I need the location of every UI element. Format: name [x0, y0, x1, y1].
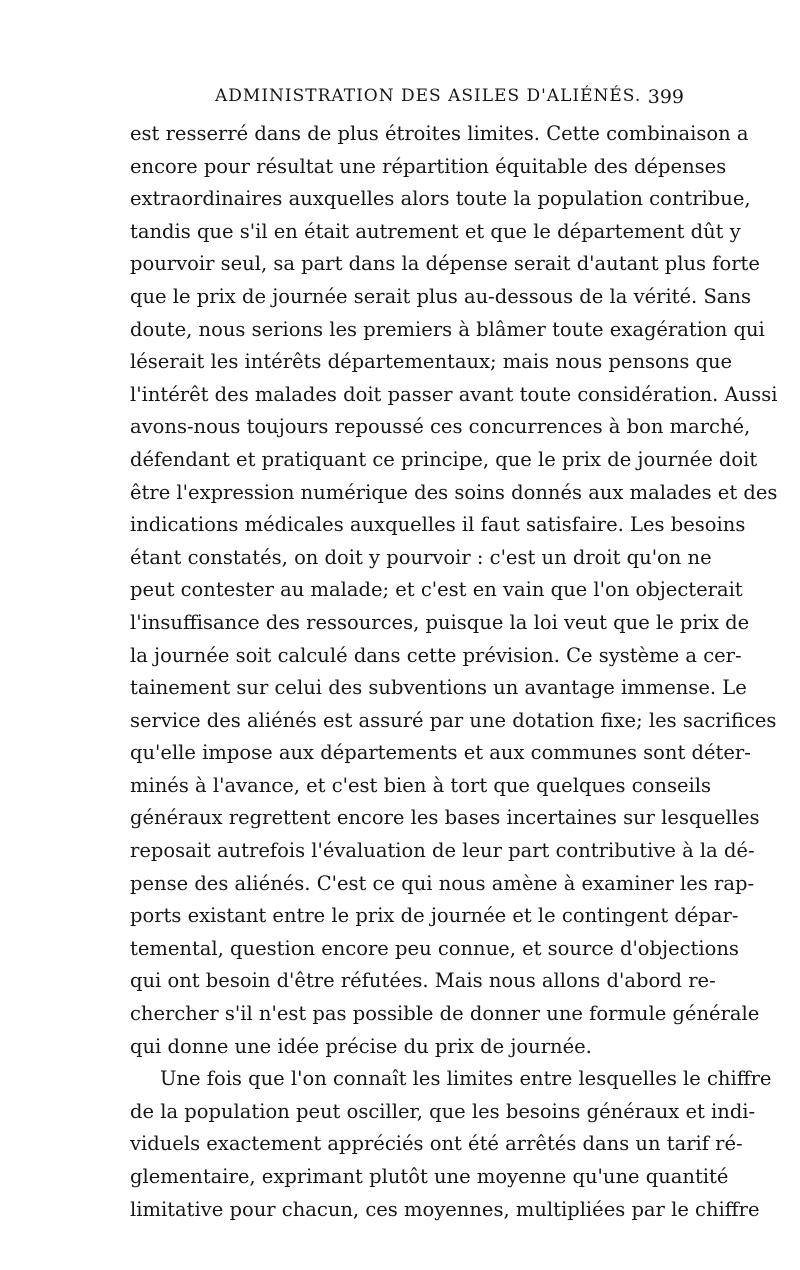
- running-head: [130, 86, 686, 116]
- text-line: peut contester au malade; et c'est en vain que l'on objecterait: [130, 578, 743, 602]
- text-line: tandis que s'il en était autrement et que le département dût y: [130, 219, 741, 243]
- text-line: encore pour résultat une répartition équitable des dépenses: [130, 154, 727, 178]
- text-line: glementaire, exprimant plutôt une moyenne qu'une quantité: [130, 1165, 729, 1188]
- text-line: généraux regrettent encore les bases incertaines sur lesquelles: [130, 806, 760, 830]
- text-line: est resserré dans de plus étroites limites. Cette combinaison a: [130, 122, 749, 145]
- text-line: que le prix de journée serait plus au-dessous de la vérité. Sans: [130, 284, 752, 308]
- text-line: l'insuffisance des ressources, puisque la loi veut que le prix de: [130, 610, 750, 634]
- text-line: extraordinaires auxquelles alors toute la population contribue,: [130, 187, 751, 211]
- text-line: avons-nous toujours repoussé ces concurrences à bon marché,: [130, 415, 751, 439]
- text-line: limitative pour chacun, ces moyennes, multipliées par le chiffre: [130, 1197, 760, 1221]
- text-line: viduels exactement appréciés ont été arrêtés dans un tarif ré-: [130, 1132, 743, 1156]
- text-line: qui donne une idée précise du prix de journée.: [130, 1034, 592, 1058]
- text-line: qui ont besoin d'être réfutées. Mais nous allons d'abord re-: [130, 969, 716, 993]
- text-line: service des aliénés est assuré par une dotation fixe; les sacrifices: [130, 708, 777, 732]
- body-text: [130, 118, 778, 1226]
- paragraph-1: [130, 118, 778, 1063]
- running-title: ADMINISTRATION DES ASILES D'ALIÉNÉS.: [215, 86, 642, 106]
- text-line: ports existant entre le prix de journée et le contingent dépar-: [130, 904, 739, 928]
- text-line: temental, question encore peu connue, et source d'objections: [130, 936, 739, 960]
- text-line: être l'expression numérique des soins donnés aux malades et des: [130, 480, 778, 504]
- text-line: léserait les intérêts départementaux; mais nous pensons que: [130, 350, 733, 374]
- text-line: tainement sur celui des subventions un avantage immense. Le: [130, 676, 747, 700]
- text-line: de la population peut osciller, que les besoins généraux et indi-: [130, 1099, 756, 1123]
- text-line: reposait autrefois l'évaluation de leur part contributive à la dé-: [130, 839, 755, 863]
- text-line: Une fois que l'on connaît les limites entre lesquelles le chiffre: [160, 1067, 772, 1091]
- text-line: qu'elle impose aux départements et aux communes sont déter-: [130, 741, 751, 765]
- text-line: pense des aliénés. C'est ce qui nous amène à examiner les rap-: [130, 871, 755, 895]
- text-line: la journée soit calculé dans cette prévision. Ce système a cer-: [130, 643, 742, 667]
- page-number: 399: [647, 86, 684, 108]
- text-line: chercher s'il n'est pas possible de donner une formule générale: [130, 1002, 760, 1026]
- text-line: l'intérêt des malades doit passer avant toute considération. Aussi: [130, 382, 778, 406]
- text-line: pourvoir seul, sa part dans la dépense serait d'autant plus forte: [130, 252, 760, 276]
- paragraph-2: [130, 1063, 772, 1226]
- text-line: étant constatés, on doit y pourvoir : c'est un droit qu'on ne: [130, 545, 712, 569]
- text-line: défendant et pratiquant ce principe, que le prix de journée doit: [130, 447, 758, 471]
- text-line: doute, nous serions les premiers à blâmer toute exagération qui: [130, 317, 765, 341]
- text-line: minés à l'avance, et c'est bien à tort que quelques conseils: [130, 773, 711, 797]
- text-line: indications médicales auxquelles il faut satisfaire. Les besoins: [130, 513, 746, 537]
